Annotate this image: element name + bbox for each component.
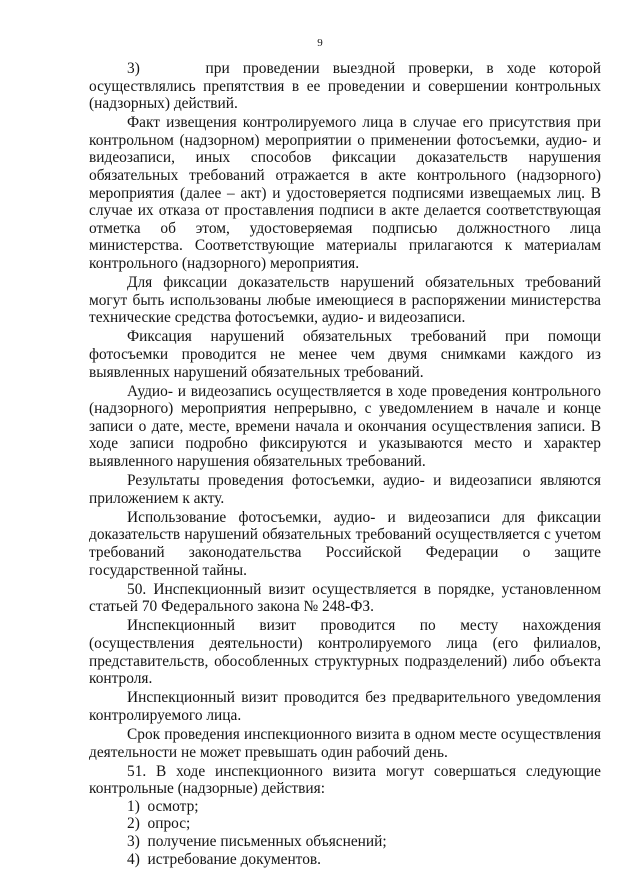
paragraph-photo-fixation: Фиксация нарушений обязательных требований при помощи фотосъемки проводится не менее чем двумя снимками каждого из выявленных нарушений обязательных требований. [89,328,601,381]
paragraph-fixation-means: Для фиксации доказательств нарушений обязательных требований могут быть использованы любые имеющиеся в распоряжении министерства технические средства фотосъемки, аудио- и видеозаписи. [89,274,601,327]
paragraph-visit-location: Инспекционный визит проводится по месту нахождения (осуществления деятельности) контролируемого лица (его филиалов, представительств, обособленных структурных подразделений) либо объекта контроля. [89,617,601,688]
page-number: 9 [317,37,323,49]
paragraph-audio-video: Аудио- и видеозапись осуществляется в ходе проведения контрольного (надзорного) мероприятия непрерывно, с уведомлением в начале и конце записи о дате, месте, времени начала и окончания осуществления записи. В ходе записи подробно фиксируются и указываются место и характер выявленного нарушения обязательных требований. [89,382,601,471]
paragraph-clause-50: 50. Инспекционный визит осуществляется в порядке, установленном статьей 70 Федерального закона № 248-ФЗ. [89,580,601,616]
list-item: 2) опрос; [127,815,191,833]
paragraph-notification-fact: Факт извещения контролируемого лица в случае его присутствия при контрольном (надзорном) мероприятии о применении фотосъемки, аудио- и видеозаписи, иных способов фиксации доказательств нарушения обязательных требований отражается в акте контрольного (надзорного) мероприятия (далее – акт) и удостоверяется подписями извещаемых лиц. В случае их отказа от проставления подписи в акте делается соответствующая отметка об этом, удостоверяемая подписью должностного лица министерства. Соответствующие материалы прилагаются к материалам контрольного (надзорного) мероприятия. [89,114,601,273]
list-item: 4) истребование документов. [127,850,322,868]
list-item: 1) осмотр; [127,797,199,815]
paragraph-results-appendix: Результаты проведения фотосъемки, аудио- и видеозаписи являются приложением к акту. [89,472,601,507]
paragraph-state-secret: Использование фотосъемки, аудио- и видеозаписи для фиксации доказательств нарушений обязательных требований осуществляется с учетом требований законодательства Российской Федерации о защите государственной тайны. [89,508,601,579]
list-item: 3) получение письменных объяснений; [127,833,387,851]
paragraph-clause-51: 51. В ходе инспекционного визита могут совершаться следующие контрольные (надзорные) действия: [89,762,601,798]
paragraph-item-3: 3) при проведении выездной проверки, в ходе которой осуществлялись препятствия в ее проведении и совершении контрольных (надзорных) действий. [89,60,601,113]
paragraph-no-notice: Инспекционный визит проводится без предварительного уведомления контролируемого лица. [89,689,601,724]
paragraph-visit-duration: Срок проведения инспекционного визита в одном месте осуществления деятельности не может превышать один рабочий день. [89,725,601,761]
document-body [89,60,601,868]
